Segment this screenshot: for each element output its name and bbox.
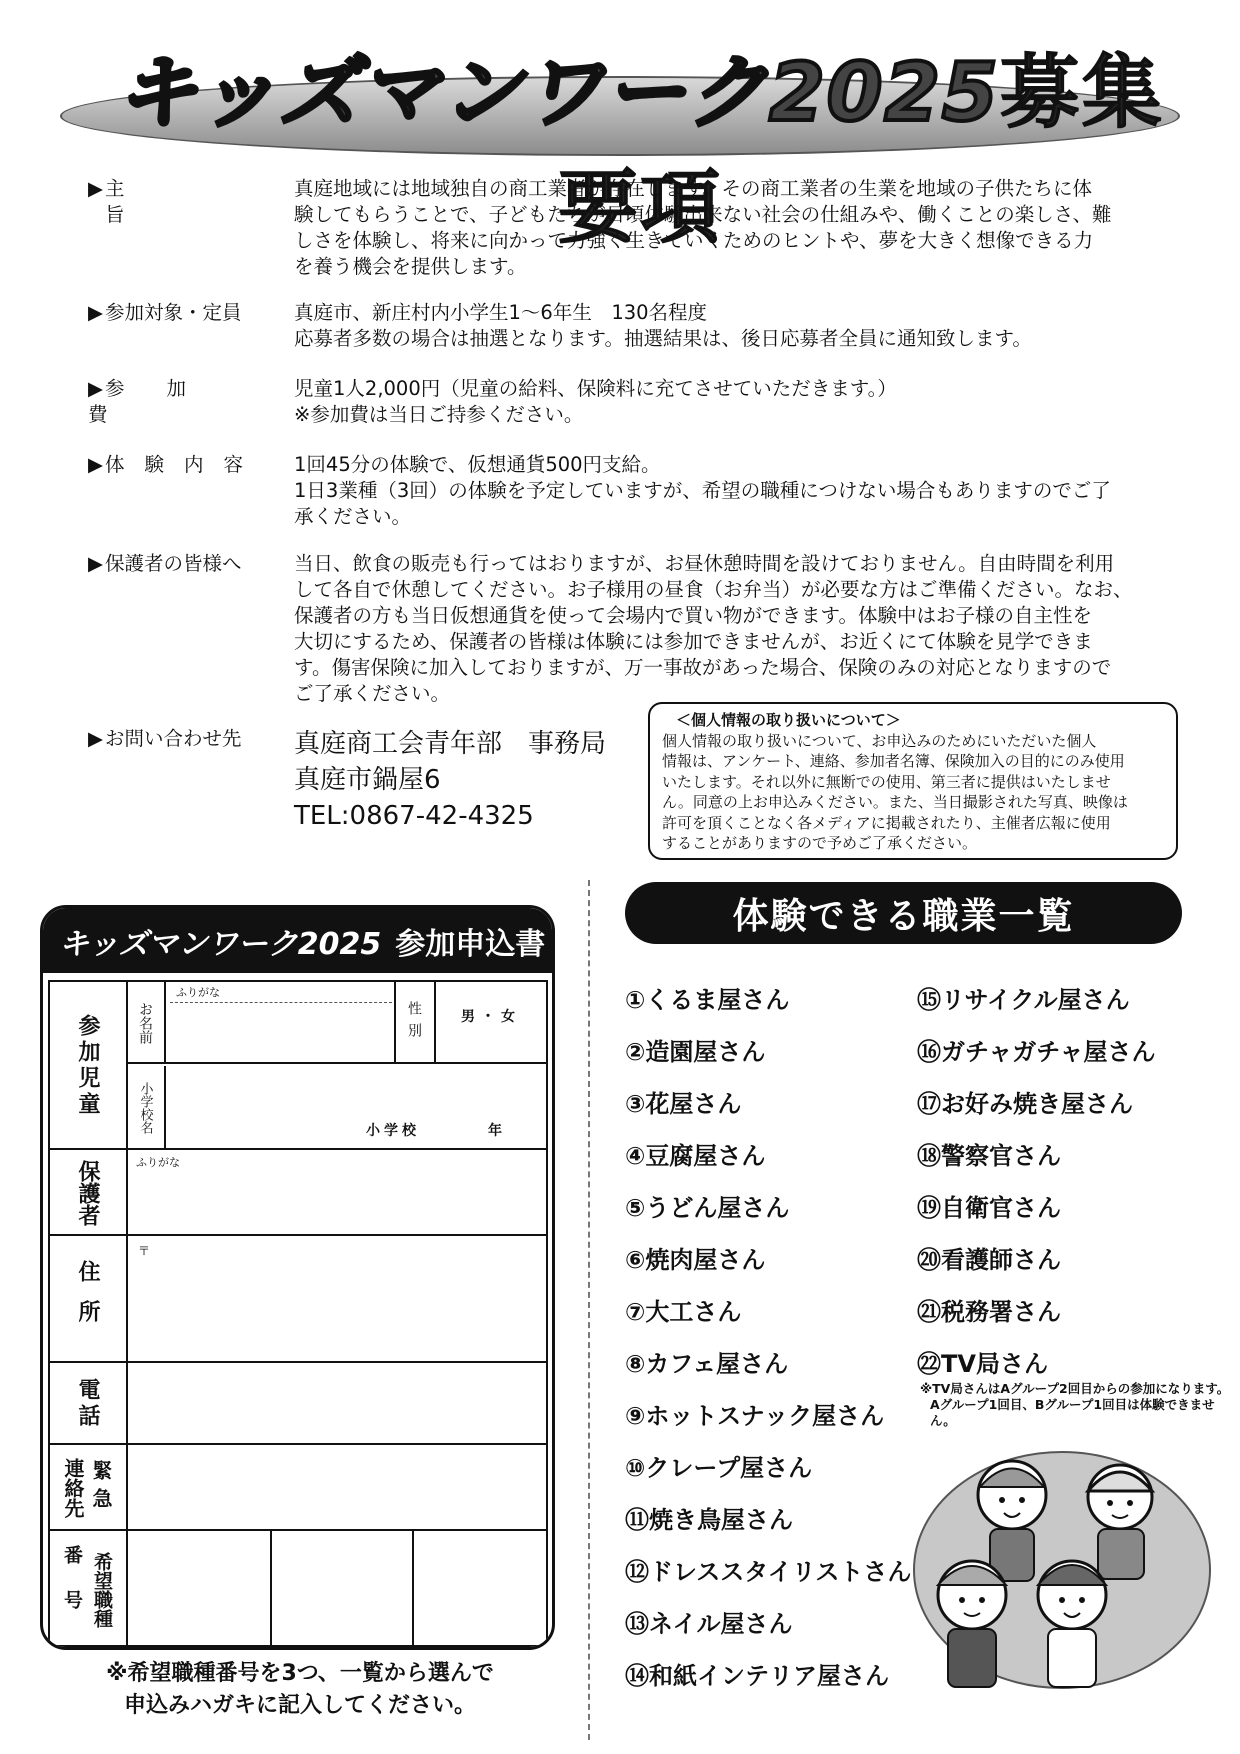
fee-text — [294, 376, 1158, 428]
divider — [126, 1363, 128, 1443]
job-item: ⑬ネイル屋さん — [625, 1610, 793, 1638]
application-form — [40, 905, 555, 1650]
contact-address: 真庭市鍋屋6 — [294, 765, 441, 795]
job-item: ⑳看護師さん — [917, 1246, 1061, 1274]
text-line: 当日、飲食の販売も行ってはおりますが、お昼休憩時間を設けておりません。自由時間を利用 — [294, 552, 1115, 575]
contact-text — [294, 726, 654, 834]
target-label: 参加対象・定員 — [105, 301, 242, 324]
job-item: ⑥焼肉屋さん — [625, 1246, 766, 1274]
job-item: ⑩クレープ屋さん — [625, 1454, 813, 1482]
info-fee — [88, 376, 1158, 432]
info-label — [88, 726, 268, 752]
row-phone — [48, 1361, 548, 1443]
privacy-notice — [648, 702, 1178, 860]
job-number-label — [48, 1531, 126, 1649]
text-line: ※参加費は当日ご持参ください。 — [294, 403, 584, 426]
triangle-icon: ▶ — [88, 377, 103, 400]
child-label — [48, 982, 126, 1150]
info-label — [88, 300, 268, 326]
job-item: ⑲自衛官さん — [917, 1194, 1061, 1222]
info-label — [88, 376, 268, 428]
info-experience — [88, 452, 1158, 534]
school-label-text: 小学校名 — [137, 1082, 153, 1134]
triangle-icon: ▶ — [88, 727, 103, 750]
form-header — [43, 908, 552, 973]
job-item: ㉒TV局さん — [917, 1350, 1048, 1378]
form-header-sub: 参加申込書 — [395, 926, 546, 962]
phone-label — [48, 1363, 126, 1445]
furigana-label: ふりがな — [136, 1156, 180, 1169]
text-line: しさを体験し、将来に向かって力強く生きていくためのヒントや、夢を大きく想像できる力 — [294, 229, 1094, 252]
info-label — [88, 452, 268, 478]
jobs-header: 体験できる職業一覧 — [625, 882, 1182, 944]
job-item: ⑮リサイクル屋さん — [917, 986, 1130, 1014]
cut-line — [588, 880, 590, 1740]
text-line: 大切にするため、保護者の皆様は体験には参加できませんが、お近くにて体験を見学できま — [294, 630, 1093, 653]
job-item: ①くるま屋さん — [625, 986, 790, 1014]
text-line: 真庭市、新庄村内小学生1～6年生 130名程度 — [294, 301, 708, 324]
name-label — [126, 982, 164, 1064]
job-item: ⑱警察官さん — [917, 1142, 1061, 1170]
grade-suffix: 年 — [488, 1123, 502, 1139]
info-label — [88, 551, 268, 577]
emergency-label-text: 連絡先 — [61, 1458, 85, 1518]
info-guardians — [88, 551, 1158, 711]
text-line: 情報は、アンケート、連絡、参加者名簿、保険加入の目的にのみ使用 — [662, 752, 1125, 770]
job-item: ②造園屋さん — [625, 1038, 766, 1066]
triangle-icon: ▶ — [88, 453, 103, 476]
fee-label: 参加費 — [88, 377, 229, 426]
row-emergency — [48, 1443, 548, 1529]
text-line: 許可を頂くことなく各メディアに掲載されたり、主催者広報に使用 — [662, 813, 1111, 832]
triangle-icon: ▶ — [88, 177, 103, 200]
divider — [126, 1236, 128, 1361]
text-line: 1日3業種（3回）の体験を予定していますが、希望の職種につけない場合もありますのでご了 — [294, 479, 1111, 502]
job-number-label-text: 番号 — [61, 1545, 83, 1635]
divider — [126, 1150, 128, 1234]
purpose-text — [294, 176, 1158, 280]
text-line: 応募者多数の場合は抽選となります。抽選結果は、後日応募者全員に通知致します。 — [294, 327, 1032, 350]
job-item: ⑫ドレススタイリストさん — [625, 1558, 912, 1586]
name-row — [126, 982, 548, 1064]
job-choice-1[interactable] — [130, 1535, 266, 1645]
guardian-label-text: 保護者 — [75, 1160, 100, 1226]
experience-text — [294, 452, 1158, 530]
text-line: ※希望職種番号を3つ、一覧から選んで — [106, 1661, 494, 1686]
guardian-input[interactable] — [130, 1170, 542, 1232]
school-row — [126, 1066, 548, 1150]
guardian-label — [48, 1150, 126, 1236]
job-choice-3[interactable] — [416, 1535, 542, 1645]
text-line: することがありますので予めご了承ください。 — [662, 834, 978, 852]
gender-options[interactable]: 男・女 — [461, 1009, 521, 1025]
text-line: Aグループ1回目、Bグループ1回目は体験できません。 — [930, 1397, 1215, 1428]
emergency-label — [48, 1445, 126, 1531]
info-contact — [88, 726, 648, 838]
job-item: ⑰お好み焼き屋さん — [917, 1090, 1133, 1118]
title-sub: 募集要項 — [558, 46, 1164, 254]
divider — [270, 1531, 272, 1647]
text-line: 真庭地域には地域独自の商工業者が存在します。その商工業者の生業を地域の子供たちに体 — [294, 177, 1092, 200]
triangle-icon: ▶ — [88, 552, 103, 575]
job-item: ⑪焼き鳥屋さん — [625, 1506, 793, 1534]
name-input[interactable] — [170, 1004, 392, 1062]
text-line: 児童1人2,000円（児童の給料、保険料に充てさせていただきます。） — [294, 377, 897, 400]
job-item: ④豆腐屋さん — [625, 1142, 766, 1170]
address-label — [48, 1236, 126, 1363]
job-choice-2[interactable] — [274, 1535, 408, 1645]
job-item: ⑭和紙インテリア屋さん — [625, 1662, 889, 1690]
divider — [164, 982, 166, 1062]
form-header-main: キッズマンワーク2025 — [59, 926, 382, 962]
furigana-line — [170, 1002, 392, 1003]
school-suffix: 小学校 — [366, 1123, 420, 1139]
divider — [126, 1531, 128, 1647]
info-target — [88, 300, 1158, 356]
info-label — [88, 176, 268, 228]
text-line: す。傷害保険に加入しておりますが、万一事故があった場合、保険のみの対応となりますので — [294, 656, 1112, 679]
target-text — [294, 300, 1158, 352]
row-address — [48, 1234, 548, 1361]
postal-mark: 〒 — [138, 1244, 151, 1258]
job-item: ㉑税務署さん — [917, 1298, 1061, 1326]
children-illustration — [912, 1445, 1212, 1707]
job-item: ⑦大工さん — [625, 1298, 742, 1326]
address-label-text: 住所 — [75, 1259, 100, 1340]
emergency-label-text: 緊急 — [89, 1460, 113, 1516]
text-line: いたします。それ以外に無断での使用、第三者に提供はいたしませ — [662, 772, 1111, 791]
job-number-label-text: 希望職種 — [91, 1552, 113, 1628]
gender-label-text: 性別 — [406, 1001, 422, 1045]
job-item: ⑤うどん屋さん — [625, 1194, 790, 1222]
text-line: 1回45分の体験で、仮想通貨500円支給。 — [294, 453, 661, 476]
job-item: ⑯ガチャガチャ屋さん — [917, 1038, 1156, 1066]
job-item: ⑨ホットスナック屋さん — [625, 1402, 885, 1430]
school-input[interactable] — [170, 1066, 540, 1150]
contact-label: お問い合わせ先 — [105, 727, 242, 750]
text-line: を養う機会を提供します。 — [294, 255, 527, 278]
divider — [412, 1531, 414, 1647]
child-label-text: 参加児童 — [75, 1014, 100, 1118]
job-item: ③花屋さん — [625, 1090, 742, 1118]
contact-office: 真庭商工会青年部 事務局 — [294, 729, 607, 759]
triangle-icon: ▶ — [88, 301, 103, 324]
job-item: ⑧カフェ屋さん — [625, 1350, 789, 1378]
text-line: 申込みハガキに記入してください。 — [123, 1693, 476, 1718]
text-line: 個人情報の取り扱いについて、お申込みのためにいただいた個人 — [662, 731, 1097, 750]
guardians-label: 保護者の皆様へ — [105, 552, 242, 575]
guardians-text — [294, 551, 1158, 707]
emergency-input[interactable] — [130, 1449, 542, 1527]
divider — [164, 1066, 166, 1150]
experience-label: 体験内容 — [105, 453, 264, 476]
phone-input[interactable] — [130, 1367, 542, 1441]
privacy-title: ＜個人情報の取り扱いについて＞ — [676, 711, 901, 729]
info-purpose — [88, 176, 1158, 286]
text-line: ご了承ください。 — [294, 682, 451, 705]
phone-label-text: 電話 — [75, 1378, 100, 1430]
divider — [126, 1445, 128, 1529]
text-line: して各自で休憩してください。お子様用の昼食（お弁当）が必要な方はご準備ください。なお、 — [294, 578, 1133, 601]
purpose-label: 主旨 — [105, 177, 229, 226]
form-note — [40, 1658, 560, 1722]
address-input[interactable] — [130, 1240, 542, 1358]
school-label — [126, 1066, 164, 1150]
row-guardian — [48, 1148, 548, 1234]
text-line: ※TV局さんはAグループ2回目からの参加になります。 — [920, 1381, 1230, 1396]
furigana-label: ふりがな — [176, 986, 220, 999]
gender-label — [394, 982, 434, 1064]
contact-phone: TEL:0867-42-4325 — [294, 801, 534, 831]
text-line: ん。同意の上お申込みください。また、当日撮影された写真、映像は — [662, 793, 1128, 811]
row-child — [48, 980, 548, 1148]
text-line: 保護者の方も当日仮想通貨を使って会場内で買い物ができます。体験中はお子様の自主性を — [294, 604, 1092, 627]
title-main: キッズマンワーク2025 — [116, 46, 1000, 139]
tv-note — [920, 1381, 1240, 1429]
row-job-numbers — [48, 1529, 548, 1647]
name-label-text: お名前 — [137, 1002, 153, 1044]
text-line: 験してもらうことで、子どもたちが日頃体験出来ない社会の仕組みや、働くことの楽しさ、難 — [294, 203, 1112, 226]
text-line: 承ください。 — [294, 505, 412, 528]
